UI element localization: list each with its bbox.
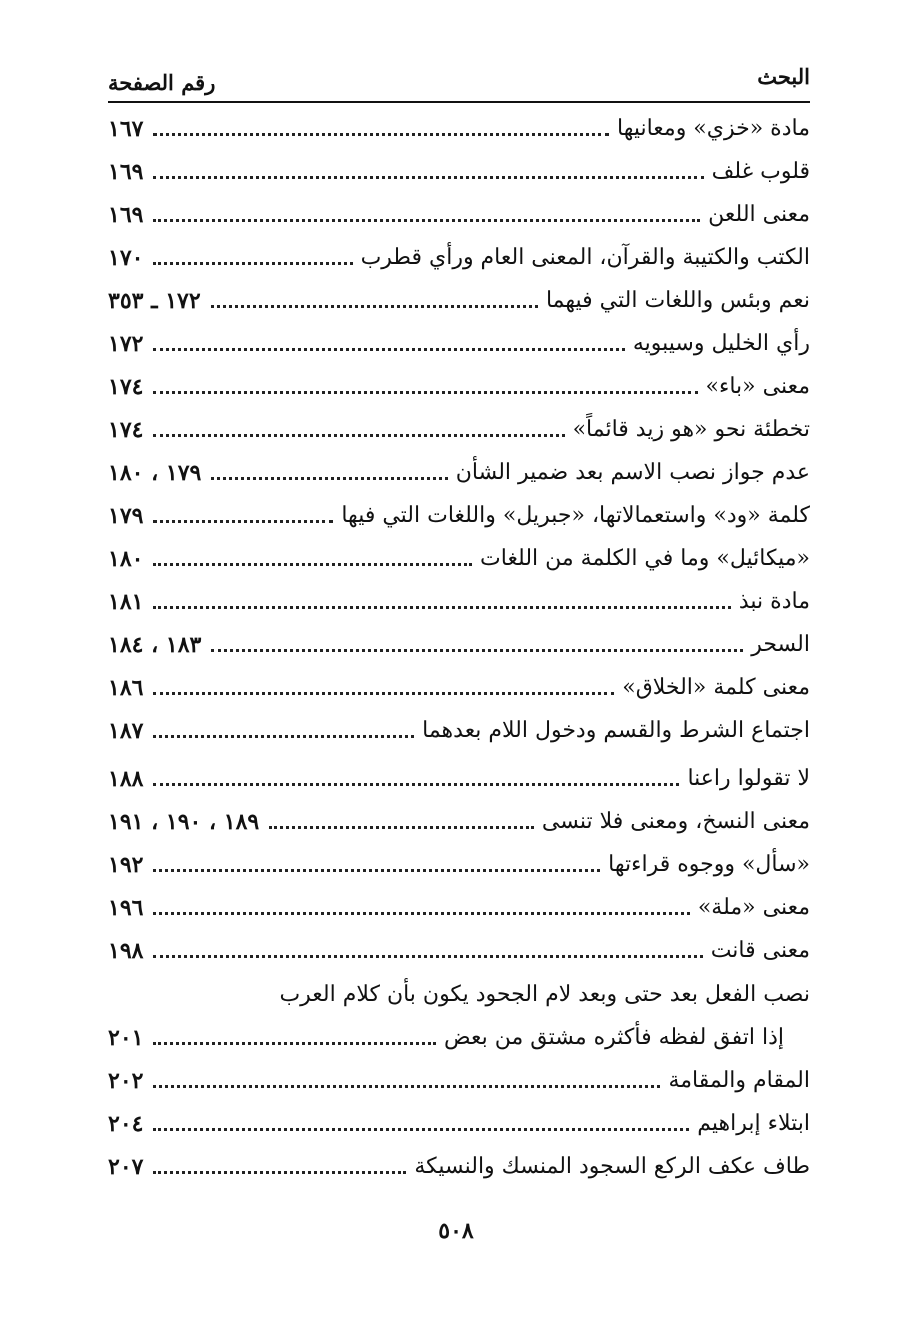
- dot-leader: [211, 305, 538, 308]
- entry-pages: ١٧٤: [108, 374, 144, 400]
- entry-title: كلمة «ود» واستعمالاتها، «جبريل» واللغات التي فيها: [341, 503, 810, 528]
- entry-title: قلوب غلف: [711, 159, 810, 184]
- dot-leader: [153, 869, 600, 872]
- entry-title: معنى «باء»: [705, 374, 810, 399]
- entry-title: طاف عكف الركع السجود المنسك والنسيكة: [414, 1154, 810, 1179]
- entry-pages: ١٧٠: [108, 245, 144, 271]
- entry-pages: ١٧٤: [108, 417, 144, 443]
- entry-title: المقام والمقامة: [668, 1068, 810, 1093]
- header-divider: [108, 101, 810, 103]
- dot-leader: [153, 1171, 406, 1174]
- entry-title: معنى كلمة «الخلاق»: [622, 675, 810, 700]
- entry-title: مادة «خزي» ومعانيها: [616, 116, 810, 141]
- dot-leader: [153, 1085, 660, 1088]
- dot-leader: [153, 348, 624, 351]
- entry-title: «سأل» ووجوه قراءتها: [608, 852, 810, 877]
- entry-title: لا تقولوا راعنا: [687, 766, 810, 791]
- index-entry: [108, 1099, 810, 1139]
- entry-pages: ١٩٦: [108, 895, 144, 921]
- dot-leader: [153, 563, 472, 566]
- index-entry: [108, 491, 810, 531]
- dot-leader: [153, 912, 689, 915]
- dot-leader: [153, 391, 697, 394]
- index-entry: [108, 926, 810, 966]
- index-entry: [108, 1056, 810, 1096]
- entry-pages: ١٧٩: [108, 503, 144, 529]
- index-entry: [108, 620, 810, 660]
- entry-title: السحر: [751, 632, 810, 657]
- entry-title: عدم جواز نصب الاسم بعد ضمير الشأن: [455, 460, 810, 485]
- entry-pages: ١٦٩: [108, 159, 144, 185]
- index-entry: [108, 190, 810, 230]
- entry-pages: ١٧٢: [108, 331, 144, 357]
- entry-pages: ١٨١: [108, 589, 144, 615]
- dot-leader: [153, 262, 352, 265]
- entry-title: معنى اللعن: [708, 202, 810, 227]
- entry-title: ابتلاء إبراهيم: [697, 1111, 810, 1136]
- entry-title: معنى «ملة»: [697, 895, 810, 920]
- entry-title: إذا اتفق لفظه فأكثره مشتق من بعض: [444, 1025, 784, 1050]
- index-entry: [108, 362, 810, 402]
- index-entry: [108, 405, 810, 445]
- index-entry: [108, 663, 810, 703]
- entry-pages: ١٧٩ ، ١٨٠: [108, 460, 202, 486]
- index-entry: [108, 883, 810, 923]
- entry-pages: ١٨٨: [108, 766, 144, 792]
- entry-pages: ١٨٧: [108, 718, 144, 744]
- entry-title: رأي الخليل وسيبويه: [632, 331, 810, 356]
- entry-pages: ٢٠١: [108, 1025, 144, 1051]
- entry-pages: ٢٠٤: [108, 1111, 144, 1137]
- entry-title: مادة نبذ: [738, 589, 810, 614]
- header-topic-label: البحث: [757, 64, 810, 89]
- entry-title: اجتماع الشرط والقسم ودخول اللام بعدهما: [422, 718, 810, 743]
- entry-pages: ٢٠٧: [108, 1154, 144, 1180]
- index-entry: [108, 1013, 810, 1053]
- index-entry: [108, 276, 810, 316]
- index-entry: [108, 797, 810, 837]
- index-entry: [108, 577, 810, 617]
- dot-leader: [153, 1042, 436, 1045]
- index-entry: [108, 1142, 810, 1182]
- index-entry: [108, 104, 810, 144]
- dot-leader: [153, 783, 679, 786]
- dot-leader: [153, 606, 730, 609]
- entry-pages: ٢٠٢: [108, 1068, 144, 1094]
- dot-leader: [153, 735, 414, 738]
- index-entry: [108, 448, 810, 488]
- dot-leader: [153, 955, 702, 958]
- index-entry: [108, 840, 810, 880]
- index-entry: [108, 534, 810, 574]
- entry-title: نعم وبئس واللغات التي فيهما: [545, 288, 810, 313]
- table-header: [108, 62, 810, 100]
- dot-leader: [153, 692, 614, 695]
- dot-leader: [153, 1128, 689, 1131]
- dot-leader: [153, 219, 700, 222]
- header-page-number-label: رقم الصفحة: [108, 70, 216, 95]
- entry-pages: ١٨٣ ، ١٨٤: [108, 632, 202, 658]
- dot-leader: [211, 649, 743, 652]
- entry-pages: ١٩٢: [108, 852, 144, 878]
- entry-title: تخطئة نحو «هو زيد قائماً»: [572, 417, 810, 442]
- index-entry: [108, 233, 810, 273]
- entry-title: الكتب والكتيبة والقرآن، المعنى العام ورأي قطرب: [360, 245, 810, 270]
- index-entry: [108, 319, 810, 359]
- entry-pages: ١٧٢ ـ ٣٥٣: [108, 288, 201, 314]
- entry-pages: ١٦٧: [108, 116, 144, 142]
- dot-leader: [153, 520, 333, 523]
- entry-title: نصب الفعل بعد حتى وبعد لام الجحود يكون بأن كلام العرب: [279, 982, 810, 1007]
- dot-leader: [153, 133, 609, 136]
- dot-leader: [269, 826, 534, 829]
- entry-title: معنى قانت: [710, 938, 810, 963]
- index-entry: [108, 147, 810, 187]
- entry-title: معنى النسخ، ومعنى فلا تنسى: [541, 809, 810, 834]
- entry-pages: ١٨٩ ، ١٩٠ ، ١٩١: [108, 809, 260, 835]
- dot-leader: [211, 477, 447, 480]
- dot-leader: [153, 176, 703, 179]
- entry-title: «ميكائيل» وما في الكلمة من اللغات: [480, 546, 810, 571]
- entry-pages: ١٩٨: [108, 938, 144, 964]
- index-entry: [108, 754, 810, 794]
- entry-pages: ١٨٠: [108, 546, 144, 572]
- index-entry: [108, 706, 810, 746]
- page-number: ٥٠٨: [438, 1218, 474, 1244]
- entry-pages: ١٨٦: [108, 675, 144, 701]
- entry-pages: ١٦٩: [108, 202, 144, 228]
- index-entry: [108, 970, 810, 1010]
- dot-leader: [153, 434, 564, 437]
